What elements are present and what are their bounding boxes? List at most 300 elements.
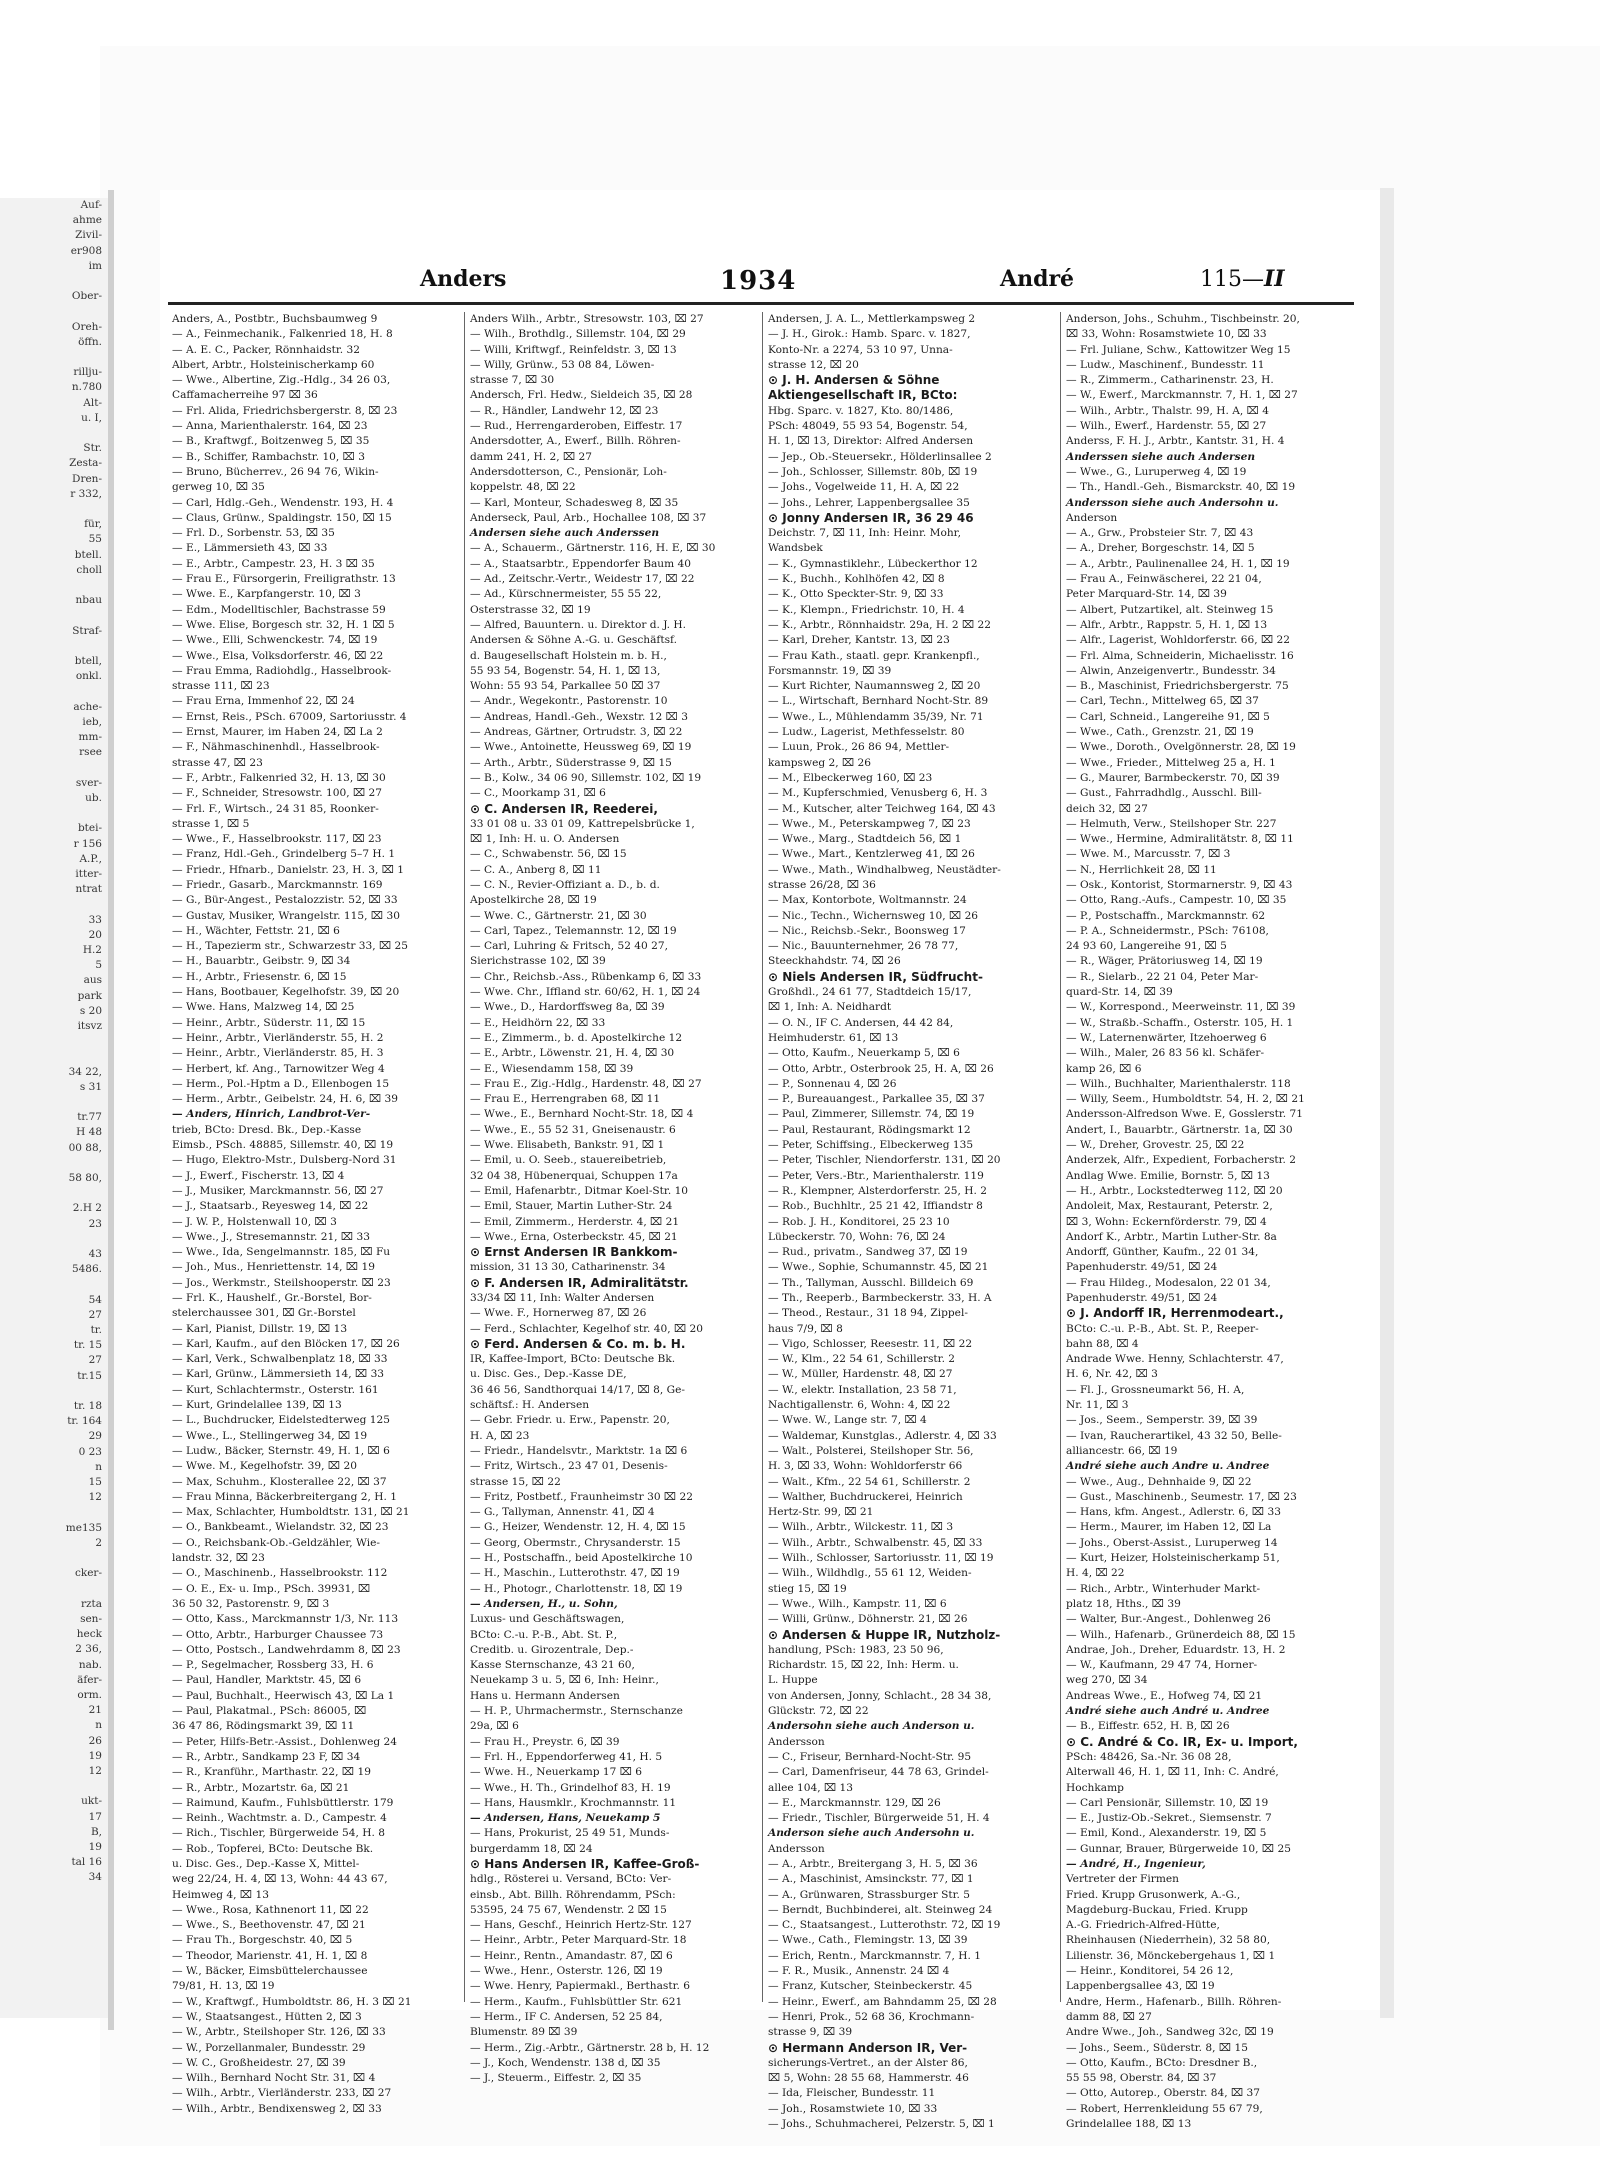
directory-entry: — Heinr., Arbtr., Vierländerstr. 85, H. 3 <box>172 1047 384 1060</box>
header-year: 1934 <box>720 266 797 296</box>
left-page-fragment: 29 <box>88 1430 102 1443</box>
directory-entry: einsb., Abt. Billh. Röhrendamm, PSch: <box>470 1888 676 1901</box>
directory-entry: — Herm., Kaufm., Fuhlsbüttler Str. 621 <box>470 1995 683 2008</box>
directory-entry: — F. R., Musik., Annenstr. 24 ⌧ 4 <box>768 1965 950 1978</box>
directory-entry: — Fritz, Wirtsch., 23 47 01, Desenis- <box>470 1460 668 1473</box>
left-page-fragment: heck <box>76 1628 102 1641</box>
directory-entry: — Karl, Pianist, Dillstr. 19, ⌧ 13 <box>172 1322 348 1335</box>
left-page-fragment: 26 <box>88 1734 102 1747</box>
directory-entry: — A., Grünwaren, Strassburger Str. 5 <box>768 1888 970 1901</box>
left-page-fragment: tr. 18 <box>73 1400 102 1413</box>
column-3 <box>768 312 1054 2131</box>
directory-entry: strasse 12, ⌧ 20 <box>768 358 859 371</box>
directory-entry: — Wilh., Arbtr., Thalstr. 99, H. A, ⌧ 4 <box>1066 404 1269 417</box>
directory-entry: Andre, Herm., Hafenarb., Billh. Röhren- <box>1066 1995 1282 2008</box>
directory-entry: — P., Segelmacher, Rossberg 33, H. 6 <box>172 1659 374 1672</box>
directory-entry: — Paul, Plakatmal., PSch: 86005, ⌧ <box>172 1705 367 1718</box>
directory-entry: haus 7/9, ⌧ 8 <box>768 1322 843 1335</box>
left-page-fragment <box>0 350 108 365</box>
directory-entry: — Wwe. Chr., Iffland str. 60/62, H. 1, ⌧ 24 <box>470 986 701 999</box>
directory-entry: PSch: 48049, 55 93 54, Bogenstr. 54, <box>768 420 968 433</box>
left-page-fragment: B, <box>90 1825 102 1838</box>
directory-entry: — Kurt Richter, Naumannsweg 2, ⌧ 20 <box>768 680 981 693</box>
section-heading: André siehe auch André u. Andree <box>1066 1705 1270 1718</box>
directory-entry: — Wwe. E., Karpfangerstr. 10, ⌧ 3 <box>172 588 361 601</box>
directory-entry: — Herm., Arbtr., Geibelstr. 24, H. 6, ⌧ 39 <box>172 1093 399 1106</box>
directory-entry: — Rud., privatm., Sandweg 37, ⌧ 19 <box>768 1246 968 1259</box>
directory-entry: Kasse Sternschanze, 43 21 60, <box>470 1659 635 1672</box>
left-page-fragment <box>0 1232 108 1247</box>
left-page-fragment: 5 <box>95 959 102 972</box>
left-page-fragment: n.780 <box>71 381 102 394</box>
directory-entry: Andorff, Günther, Kaufm., 22 01 34, <box>1066 1246 1259 1259</box>
directory-entry: — Karl, Kaufm., auf den Blöcken 17, ⌧ 26 <box>172 1337 400 1350</box>
directory-entry: — Wilh., Hafenarb., Grünerdeich 88, ⌧ 15 <box>1066 1628 1296 1641</box>
directory-entry: — P., Postschaffn., Marckmannstr. 62 <box>1066 909 1266 922</box>
directory-entry: — Emil, Stauer, Martin Luther-Str. 24 <box>470 1200 673 1213</box>
left-page-fragment: Alt- <box>83 396 102 409</box>
directory-entry: — Karl, Monteur, Schadesweg 8, ⌧ 35 <box>470 496 679 509</box>
directory-entry: 55 55 98, Oberstr. 84, ⌧ 37 <box>1066 2072 1217 2085</box>
directory-entry: Anderson, Johs., Schuhm., Tischbeinstr. 20, <box>1066 313 1300 325</box>
column-divider <box>1060 312 1061 2002</box>
directory-entry: Andre Wwe., Joh., Sandweg 32c, ⌧ 19 <box>1066 2026 1274 2039</box>
directory-entry: — Ludw., Lagerist, Methfesselstr. 80 <box>768 726 965 739</box>
directory-entry: 36 46 56, Sandthorquai 14/17, ⌧ 8, Ge- <box>470 1383 685 1396</box>
directory-entry: — Karl, Verk., Schwalbenplatz 18, ⌧ 33 <box>172 1353 388 1366</box>
left-page-fragment: sver- <box>75 776 102 789</box>
directory-entry: ⌧ 5, Wohn: 28 55 68, Hammerstr. 46 <box>768 2072 969 2085</box>
directory-entry: — Wwe., Cath., Flemingstr. 13, ⌧ 39 <box>768 1934 968 1947</box>
directory-entry: — Alwin, Anzeigenvertr., Bundesstr. 34 <box>1066 664 1276 677</box>
directory-entry: — Heinr., Arbtr., Peter Marquard-Str. 18 <box>470 1934 687 1947</box>
directory-entry: ⌧ 3, Wohn: Eckernförderstr. 79, ⌧ 4 <box>1066 1215 1267 1228</box>
directory-entry: — O. N., IF C. Andersen, 44 42 84, <box>768 1016 954 1029</box>
directory-entry: — Claus, Grünw., Spaldingstr. 150, ⌧ 15 <box>172 511 392 524</box>
directory-entry: — W., Laternenwärter, Itzehoerweg 6 <box>1066 1031 1267 1044</box>
directory-entry: — C., Schwabenstr. 56, ⌧ 15 <box>470 848 627 861</box>
directory-entry: — Wwe. H., Neuerkamp 17 ⌧ 6 <box>470 1766 643 1779</box>
directory-entry: — Heinr., Rentn., Amandastr. 87, ⌧ 6 <box>470 1949 673 1962</box>
directory-entry: H. 3, ⌧ 33, Wohn: Wohldorferstr 66 <box>768 1460 963 1473</box>
directory-entry: PSch: 48426, Sa.-Nr. 36 08 28, <box>1066 1750 1232 1763</box>
left-page-fragment: nbau <box>75 594 102 607</box>
directory-entry: — Max, Schuhm., Klosterallee 22, ⌧ 37 <box>172 1475 387 1488</box>
left-page-fragment <box>0 1901 108 1916</box>
directory-entry: — Emil, Zimmerm., Herderstr. 4, ⌧ 21 <box>470 1215 680 1228</box>
directory-entry: — H., Bauarbtr., Geibstr. 9, ⌧ 34 <box>172 955 351 968</box>
left-page-fragment <box>0 1779 108 1794</box>
directory-entry: — Hans, Geschf., Heinrich Hertz-Str. 127 <box>470 1919 692 1932</box>
directory-entry: — Max, Schlachter, Humboldtstr. 131, ⌧ 21 <box>172 1506 410 1519</box>
directory-entry: Albert, Arbtr., Holsteinischerkamp 60 <box>172 358 375 371</box>
directory-entry: Andreas Wwe., E., Hofweg 74, ⌧ 21 <box>1066 1689 1263 1702</box>
directory-entry: — Johs., Seem., Süderstr. 8, ⌧ 15 <box>1066 2041 1248 2054</box>
directory-entry: — Friedr., Hfnarb., Danielstr. 23, H. 3, ⌧ 1 <box>172 863 405 876</box>
directory-entry: — Gustav, Musiker, Wrangelstr. 115, ⌧ 30 <box>172 909 400 922</box>
directory-entry: — Wwe., Math., Windhalbweg, Neustädter- <box>768 863 1001 876</box>
firm-entry: ⊙ F. Andersen IR, Admiralitätstr. <box>470 1275 689 1290</box>
directory-entry: — Johs., Vogelweide 11, H. A, ⌧ 22 <box>768 481 960 494</box>
directory-entry: — Frl. Alma, Schneiderin, Michaelisstr. 16 <box>1066 649 1294 662</box>
directory-entry: strasse 1, ⌧ 5 <box>172 817 250 830</box>
firm-entry: ⊙ J. H. Andersen & Söhne <box>768 373 940 388</box>
left-page-fragment: H 48 <box>76 1126 102 1139</box>
left-page-fragment: 27 <box>88 1308 102 1321</box>
directory-entry: — F., Schneider, Stresowstr. 100, ⌧ 27 <box>172 787 383 800</box>
directory-entry: — Wwe., H. Th., Grindelhof 83, H. 19 <box>470 1781 671 1794</box>
directory-entry: — Nic., Bauunternehmer, 26 78 77, <box>768 940 959 953</box>
directory-entry: Lübeckerstr. 70, Wohn: 76, ⌧ 24 <box>768 1230 946 1243</box>
left-page-fragment <box>0 1049 108 1064</box>
directory-entry: Vertreter der Firmen <box>1066 1873 1179 1886</box>
directory-entry: — Hans, kfm. Angest., Adlerstr. 6, ⌧ 33 <box>1066 1506 1281 1519</box>
directory-entry: — L., Wirtschaft, Bernhard Nocht-Str. 89 <box>768 695 989 708</box>
directory-entry: Glückstr. 72, ⌧ 22 <box>768 1705 869 1718</box>
left-page-fragment: 00 88, <box>68 1141 102 1154</box>
left-page-fragment: er908 <box>70 244 102 257</box>
directory-entry: handlung, PSch: 1983, 23 50 96, <box>768 1643 944 1656</box>
directory-entry: — Ludw., Bäcker, Sternstr. 49, H. 1, ⌧ 6 <box>172 1444 390 1457</box>
directory-entry: Hochkamp <box>1066 1781 1124 1794</box>
left-page-fragment: u. I, <box>81 411 102 424</box>
directory-entry: — Wwe., L., Stellingerweg 34, ⌧ 19 <box>172 1429 368 1442</box>
firm-entry: ⊙ Niels Andersen IR, Südfrucht- <box>768 969 983 984</box>
directory-entry: — E., Arbtr., Löwenstr. 21, H. 4, ⌧ 30 <box>470 1047 675 1060</box>
directory-entry: Wandsbek <box>768 542 823 555</box>
directory-entry: — Carl, Hdlg.-Geh., Wendenstr. 193, H. 4 <box>172 496 394 509</box>
firm-entry: ⊙ C. André & Co. IR, Ex- u. Import, <box>1066 1734 1298 1749</box>
directory-entry: — P., Bureauangest., Parkallee 35, ⌧ 37 <box>768 1093 985 1106</box>
directory-entry: — Ivan, Raucherartikel, 43 32 50, Belle- <box>1066 1429 1282 1442</box>
directory-entry: — Wwe., Frieder., Mittelweg 25 a, H. 1 <box>1066 756 1276 769</box>
left-page-fragment: 5486. <box>71 1263 102 1276</box>
directory-entry: — Walther, Buchdruckerei, Heinrich <box>768 1490 963 1503</box>
directory-entry: — Wwe., Antoinette, Heussweg 69, ⌧ 19 <box>470 741 692 754</box>
directory-entry: — Rich., Tischler, Bürgerweide 54, H. 8 <box>172 1827 385 1840</box>
firm-entry: ⊙ Hermann Anderson IR, Ver- <box>768 2040 968 2055</box>
directory-entry: — Kurt, Grindelallee 139, ⌧ 13 <box>172 1399 342 1412</box>
directory-entry: — C. A., Anberg 8, ⌧ 11 <box>470 863 602 876</box>
directory-entry: Andoleit, Max, Restaurant, Peterstr. 2, <box>1066 1200 1273 1213</box>
directory-entry: — Otto, Kaufm., Neuerkamp 5, ⌧ 6 <box>768 1047 960 1060</box>
directory-entry: Anderson <box>1066 511 1118 524</box>
directory-entry: — Paul, Buchhalt., Heerwisch 43, ⌧ La 1 <box>172 1689 395 1702</box>
directory-entry: — Wwe., Elli, Schwenckestr. 74, ⌧ 19 <box>172 634 378 647</box>
directory-entry: — Franz, Kutscher, Steinbeckerstr. 45 <box>768 1980 973 1993</box>
directory-entry: — W., Bäcker, Eimsbüttelerchaussee <box>172 1965 368 1978</box>
directory-entry: — Wwe., E., Bernhard Nocht-Str. 18, ⌧ 4 <box>470 1108 694 1121</box>
section-heading: André siehe auch Andre u. Andree <box>1066 1460 1270 1473</box>
directory-entry: A.-G. Friedrich-Alfred-Hütte, <box>1066 1919 1220 1932</box>
left-page-fragment: öffn. <box>78 335 102 348</box>
directory-entry: Forsmannstr. 19, ⌧ 39 <box>768 664 892 677</box>
directory-entry: — Wwe., Doroth., Ovelgönnerstr. 28, ⌧ 19 <box>1066 741 1296 754</box>
directory-entry: 55 93 54, Bogenstr. 54, H. 1, ⌧ 13, <box>470 664 661 677</box>
directory-entry: — Heinr., Arbtr., Süderstr. 11, ⌧ 15 <box>172 1016 366 1029</box>
directory-entry: 79/81, H. 13, ⌧ 19 <box>172 1980 275 1993</box>
directory-entry: Magdeburg-Buckau, Fried. Krupp <box>1066 1903 1248 1916</box>
directory-entry: H. A, ⌧ 23 <box>470 1429 530 1442</box>
directory-entry: — Joh., Mus., Henriettenstr. 14, ⌧ 19 <box>172 1261 375 1274</box>
right-page-edge <box>1380 188 1394 2018</box>
directory-entry: — M., Kutscher, alter Teichweg 164, ⌧ 43 <box>768 802 996 815</box>
directory-entry: — A., Maschinist, Amsinckstr. 77, ⌧ 1 <box>768 1873 974 1886</box>
directory-entry: — Ernst, Maurer, im Haben 24, ⌧ La 2 <box>172 726 383 739</box>
directory-entry: — Carl Pensionär, Sillemstr. 10, ⌧ 19 <box>1066 1796 1269 1809</box>
directory-entry: — Wwe., Elsa, Volksdorferstr. 46, ⌧ 22 <box>172 649 384 662</box>
directory-entry: — J. H., Girok.: Hamb. Sparc. v. 1827, <box>768 328 971 341</box>
directory-entry: — Rud., Herrengarderoben, Eiffestr. 17 <box>470 420 683 433</box>
directory-entry: Andrae, Joh., Dreher, Eduardstr. 13, H. 2 <box>1066 1643 1286 1656</box>
left-page-fragment <box>0 1916 108 1931</box>
directory-entry: — Otto, Postsch., Landwehrdamm 8, ⌧ 23 <box>172 1643 401 1656</box>
directory-entry: Andorf K., Arbtr., Martin Luther-Str. 8a <box>1066 1230 1277 1243</box>
directory-entry: — Wilh., Schlosser, Sartoriusstr. 11, ⌧ 19 <box>768 1552 994 1565</box>
directory-entry: — Paul, Restaurant, Rödingsmarkt 12 <box>768 1123 971 1136</box>
directory-entry: — Wwe. M., Kegelhofstr. 39, ⌧ 20 <box>172 1460 357 1473</box>
directory-entry: BCto: C.-u. P.-B., Abt. St. P., Reeper- <box>1066 1322 1259 1335</box>
left-page-fragment: 55 <box>88 533 102 546</box>
directory-entry: — Friedr., Tischler, Bürgerweide 51, H. 4 <box>768 1812 990 1825</box>
directory-entry: — Peter, Hilfs-Betr.-Assist., Dohlenweg 24 <box>172 1735 398 1748</box>
directory-entry: — O., Bankbeamt., Wielandstr. 32, ⌧ 23 <box>172 1521 389 1534</box>
directory-entry: Deichstr. 7, ⌧ 11, Inh: Heinr. Mohr, <box>768 527 961 540</box>
left-page-fragment: me135 <box>65 1521 102 1534</box>
directory-entry: — G., Maurer, Barmbeckerstr. 70, ⌧ 39 <box>1066 771 1280 784</box>
directory-entry: 33 01 08 u. 33 01 09, Kattrepelsbrücke 1, <box>470 817 695 830</box>
directory-entry: — Georg, Obermstr., Chrysanderstr. 15 <box>470 1536 681 1549</box>
directory-entry: Andersch, Frl. Hedw., Sieldeich 35, ⌧ 28 <box>470 389 693 402</box>
left-page-fragment <box>0 806 108 821</box>
left-page-fragment: btell, <box>74 655 102 668</box>
directory-entry: — B., Schiffer, Rambachstr. 10, ⌧ 3 <box>172 450 365 463</box>
directory-entry: — Wilh., Arbtr., Vierländerstr. 233, ⌧ 27 <box>172 2087 392 2100</box>
left-page-fragment: tr.15 <box>77 1369 102 1382</box>
directory-entry: — F., Nähmaschinenhdl., Hasselbrook- <box>172 741 380 754</box>
directory-entry: Anderss, F. H. J., Arbtr., Kantstr. 31, H. 4 <box>1066 435 1285 448</box>
directory-entry: Papenhuderstr. 49/51, ⌧ 24 <box>1066 1292 1218 1304</box>
section-heading: — Anders, Hinrich, Landbrot-Ver- <box>172 1108 371 1121</box>
left-page-fragment: 20 <box>88 928 102 941</box>
directory-entry: — Gust., Fahrradhdlg., Ausschl. Bill- <box>1066 787 1262 800</box>
section-heading: — Andersen, H., u. Sohn, <box>470 1597 618 1610</box>
directory-entry: Blumenstr. 89 ⌧ 39 <box>470 2026 578 2039</box>
directory-entry: — Wwe., S., Beethovenstr. 47, ⌧ 21 <box>172 1919 366 1932</box>
directory-entry: Andlag Wwe. Emilie, Bornstr. 5, ⌧ 13 <box>1066 1169 1270 1182</box>
directory-entry: — Frl. H., Eppendorferweg 41, H. 5 <box>470 1750 663 1763</box>
left-page-fragment: itsvz <box>77 1019 102 1032</box>
directory-entry: — A., Feinmechanik., Falkenried 18, H. 8 <box>172 328 393 341</box>
directory-entry: Apostelkirche 28, ⌧ 19 <box>470 894 597 907</box>
firm-entry: ⊙ Ferd. Andersen & Co. m. b. H. <box>470 1336 686 1351</box>
directory-entry: — Helmuth, Verw., Steilshoper Str. 227 <box>1066 817 1277 830</box>
left-page-fragment: n <box>95 1719 102 1732</box>
left-page-fragment: ntrat <box>75 883 102 896</box>
directory-entry: — Frl. F., Wirtsch., 24 31 85, Roonker- <box>172 802 379 815</box>
directory-entry: — Frau E., Herrengraben 68, ⌧ 11 <box>470 1093 661 1106</box>
directory-entry: — Kurt, Heizer, Holsteinischerkamp 51, <box>1066 1552 1280 1565</box>
left-page-fragment: ache- <box>73 700 102 713</box>
directory-entry: — Peter, Schiffsing., Elbeckerweg 135 <box>768 1139 974 1152</box>
directory-entry: weg 22/24, H. 4, ⌧ 13, Wohn: 44 43 67, <box>172 1873 388 1886</box>
directory-entry: — Johs., Oberst-Assist., Luruperweg 14 <box>1066 1536 1278 1549</box>
left-page-fragment: 34 <box>88 1871 102 1884</box>
directory-entry: Andersen, J. A. L., Mettlerkampsweg 2 <box>768 313 976 325</box>
directory-entry: damm 241, H. 2, ⌧ 27 <box>470 450 593 463</box>
directory-entry: Hans u. Hermann Andersen <box>470 1689 620 1702</box>
directory-entry: — E., Justiz-Ob.-Sekret., Siemsenstr. 7 <box>1066 1812 1272 1825</box>
directory-entry: — Wwe., Aug., Dehnhaide 9, ⌧ 22 <box>1066 1475 1252 1488</box>
directory-entry: Sierichstrasse 102, ⌧ 39 <box>470 955 606 968</box>
directory-entry: — Wilh., Arbtr., Schwalbenstr. 45, ⌧ 33 <box>768 1536 983 1549</box>
left-page-fragment: äfer- <box>77 1673 102 1686</box>
directory-entry: — H., Tapezierm str., Schwarzestr 33, ⌧ 25 <box>172 940 409 953</box>
directory-entry: — P. A., Schneidermstr., PSch: 76108, <box>1066 924 1269 937</box>
directory-entry: — Th., Tallyman, Ausschl. Billdeich 69 <box>768 1276 974 1289</box>
directory-entry: Peter Marquard-Str. 14, ⌧ 39 <box>1066 588 1227 601</box>
directory-entry: u. Disc. Ges., Dep.-Kasse X, Mittel- <box>172 1857 360 1870</box>
directory-entry: — Wwe., M., Peterskampweg 7, ⌧ 23 <box>768 817 971 830</box>
directory-entry: schäftsf.: H. Andersen <box>470 1399 590 1412</box>
directory-entry: — Raimund, Kaufm., Fuhlsbüttlerstr. 179 <box>172 1796 394 1809</box>
directory-entry: kampsweg 2, ⌧ 26 <box>768 756 872 769</box>
directory-entry: — Friedr., Gasarb., Marckmannstr. 169 <box>172 878 383 891</box>
directory-entry: — Wwe., Hermine, Admiralitätstr. 8, ⌧ 11 <box>1066 833 1294 846</box>
directory-entry: — W., Klm., 22 54 61, Schillerstr. 2 <box>768 1353 956 1366</box>
directory-entry: 36 47 86, Rödingsmarkt 39, ⌧ 11 <box>172 1720 355 1733</box>
directory-entry: — Karl, Dreher, Kantstr. 13, ⌧ 23 <box>768 634 950 647</box>
left-page-fragment <box>0 1505 108 1520</box>
directory-entry: — Fritz, Postbetf., Fraunheimstr 30 ⌧ 22 <box>470 1490 693 1503</box>
left-page-fragment: ub. <box>85 791 102 804</box>
left-page-fragment: mm- <box>78 731 102 744</box>
directory-entry: — Th., Handl.-Geh., Bismarckstr. 40, ⌧ 19 <box>1066 481 1296 494</box>
left-page-fragment: für, <box>84 518 102 531</box>
directory-entry: bahn 88, ⌧ 4 <box>1066 1337 1139 1350</box>
directory-entry: — Carl, Tapez., Telemannstr. 12, ⌧ 19 <box>470 924 677 937</box>
directory-entry: Caffamacherreihe 97 ⌧ 36 <box>172 389 318 402</box>
directory-entry: — E., Marckmannstr. 129, ⌧ 26 <box>768 1796 941 1809</box>
directory-entry: — H., Wächter, Fettstr. 21, ⌧ 6 <box>172 924 340 937</box>
directory-entry: — Walter, Bur.-Angest., Dohlenweg 26 <box>1066 1613 1271 1626</box>
directory-entry: d. Baugesellschaft Holstein m. b. H., <box>470 649 667 662</box>
directory-entry: — H. P., Uhrmachermstr., Sternschanze <box>470 1705 683 1718</box>
header-rule <box>168 302 1354 305</box>
directory-entry: — Otto, Kass., Marckmannstr 1/3, Nr. 113 <box>172 1613 399 1626</box>
directory-entry: — W. C., Großheidestr. 27, ⌧ 39 <box>172 2056 346 2069</box>
directory-entry: Anderzek, Alfr., Expedient, Forbacherstr. 2 <box>1066 1154 1297 1167</box>
directory-entry: — P., Sonnenau 4, ⌧ 26 <box>768 1077 897 1090</box>
directory-entry: Luxus- und Geschäftswagen, <box>470 1613 625 1626</box>
directory-entry: — Frau A., Feinwäscherei, 22 21 04, <box>1066 573 1262 586</box>
directory-entry: — Osk., Kontorist, Stormarnerstr. 9, ⌧ 43 <box>1066 878 1293 891</box>
directory-entry: — Fl. J., Grossneumarkt 56, H. A, <box>1066 1383 1245 1396</box>
left-page-fragment <box>0 1931 108 1946</box>
directory-entry: — A., Grw., Probsteier Str. 7, ⌧ 43 <box>1066 527 1254 540</box>
left-page-fragment: 2.H 2 <box>72 1202 102 1215</box>
directory-entry: Steeckhahdstr. 74, ⌧ 26 <box>768 955 901 968</box>
directory-entry: — Wwe., Mart., Kentzlerweg 41, ⌧ 26 <box>768 848 975 861</box>
directory-entry: Andersson-Alfredson Wwe. E, Gosslerstr. 71 <box>1066 1108 1303 1121</box>
directory-entry: — Rich., Arbtr., Winterhuder Markt- <box>1066 1582 1261 1595</box>
left-page-fragment: Zesta- <box>69 457 102 470</box>
directory-entry: — Hugo, Elektro-Mstr., Dulsberg-Nord 31 <box>172 1154 397 1167</box>
left-page-fragment <box>0 304 108 319</box>
directory-entry: — W., Dreher, Grovestr. 25, ⌧ 22 <box>1066 1139 1245 1152</box>
directory-entry: u. Disc. Ges., Dep.-Kasse DE, <box>470 1368 627 1381</box>
left-page-fragment: n <box>95 1460 102 1473</box>
directory-entry: — C., Friseur, Bernhard-Nocht-Str. 95 <box>768 1750 972 1763</box>
directory-entry: — K., Otto Speckter-Str. 9, ⌧ 33 <box>768 588 944 601</box>
directory-entry: — Wwe., Sophie, Schumannstr. 45, ⌧ 21 <box>768 1261 989 1274</box>
directory-entry: — R., Händler, Landwehr 12, ⌧ 23 <box>470 404 659 417</box>
column-1 <box>172 312 458 2115</box>
directory-entry: — Wilh., Arbtr., Bendixensweg 2, ⌧ 33 <box>172 2102 382 2115</box>
column-2 <box>470 312 756 2085</box>
directory-entry: — Alfr., Lagerist, Wohldorferstr. 66, ⌧ 22 <box>1066 634 1291 647</box>
directory-entry: — Wwe., J., Stresemannstr. 21, ⌧ 33 <box>172 1230 370 1243</box>
directory-entry: Hbg. Sparc. v. 1827, Kto. 80/1486, <box>768 404 954 417</box>
directory-entry: — Gust., Maschinenb., Seumestr. 17, ⌧ 23 <box>1066 1490 1297 1503</box>
page-header <box>170 266 1350 306</box>
directory-entry: — Wwe., Henr., Osterstr. 126, ⌧ 19 <box>470 1965 663 1978</box>
directory-entry: quard-Str. 14, ⌧ 39 <box>1066 986 1173 999</box>
directory-entry: — W., Korrespond., Meerweinstr. 11, ⌧ 39 <box>1066 1001 1296 1014</box>
directory-entry: Andrade Wwe. Henny, Schlachterstr. 47, <box>1066 1353 1284 1366</box>
directory-entry: — W., Arbtr., Steilshoper Str. 126, ⌧ 33 <box>172 2026 386 2039</box>
left-page-fragment: ahme <box>72 214 102 227</box>
section-heading: Andersohn siehe auch Anderson u. <box>768 1720 975 1733</box>
directory-entry: — Carl, Schneid., Langereihe 91, ⌧ 5 <box>1066 710 1270 723</box>
directory-entry: landstr. 32, ⌧ 23 <box>172 1552 265 1565</box>
directory-entry: 33/34 ⌧ 11, Inh: Walter Andersen <box>470 1292 655 1304</box>
left-page-fragment: 23 <box>88 1217 102 1230</box>
left-page-fragment <box>0 1384 108 1399</box>
page-number-suffix: II <box>1264 266 1285 292</box>
directory-entry: — C. N., Revier-Offiziant a. D., b. d. <box>470 878 660 891</box>
directory-entry: — Paul, Handler, Marktstr. 45, ⌧ 6 <box>172 1674 362 1687</box>
directory-entry: — Wwe. Henry, Papiermakl., Berthastr. 6 <box>470 1980 690 1993</box>
directory-entry: — Wwe. Elisabeth, Bankstr. 91, ⌧ 1 <box>470 1139 665 1152</box>
directory-entry: — E., Zimmerm., b. d. Apostelkirche 12 <box>470 1031 683 1044</box>
directory-entry: — Wilh., Maler, 26 83 56 kl. Schäfer- <box>1066 1047 1265 1060</box>
directory-entry: — A., Arbtr., Breitergang 3, H. 5, ⌧ 36 <box>768 1857 978 1870</box>
left-page-fragment: A.P., <box>79 852 102 865</box>
directory-entry: Andersson <box>768 1735 825 1748</box>
directory-entry: Andersson <box>768 1842 825 1855</box>
left-page-fragment: 27 <box>88 1354 102 1367</box>
directory-entry: — Wwe. W., Lange str. 7, ⌧ 4 <box>768 1414 927 1427</box>
directory-entry: ⌧ 1, Inh: A. Neidhardt <box>768 1001 892 1014</box>
directory-entry: — Frau Kath., staatl. gepr. Krankenpfl., <box>768 649 980 662</box>
directory-entry: — Wwe., Rosa, Kathnenort 11, ⌧ 22 <box>172 1903 369 1916</box>
directory-entry: — C., Staatsangest., Lutterothstr. 72, ⌧ 19 <box>768 1919 1001 1932</box>
left-page-fragment: Ober- <box>71 290 102 303</box>
directory-entry: — M., Kupferschmied, Venusberg 6, H. 3 <box>768 787 988 800</box>
directory-entry: — W., Kaufmann, 29 47 74, Horner- <box>1066 1659 1258 1672</box>
left-page-fragment <box>0 1886 108 1901</box>
left-page-fragment: 12 <box>88 1491 102 1504</box>
directory-entry: — Frau Minna, Bäckerbreitergang 2, H. 1 <box>172 1490 397 1503</box>
directory-entry: — Theodor, Marienstr. 41, H. 1, ⌧ 8 <box>172 1949 368 1962</box>
directory-entry: — Heinr., Arbtr., Vierländerstr. 55, H. 2 <box>172 1031 384 1044</box>
directory-entry: 53595, 24 75 67, Wendenstr. 2 ⌧ 15 <box>470 1903 667 1916</box>
directory-entry: 32 04 38, Hübenerquai, Schuppen 17a <box>470 1169 678 1182</box>
directory-entry: — Th., Reeperb., Barmbeckerstr. 33, H. A <box>768 1292 992 1304</box>
directory-entry: — R., Kranführ., Marthastr. 22, ⌧ 19 <box>172 1766 371 1779</box>
directory-entry: — Otto, Autorep., Oberstr. 84, ⌧ 37 <box>1066 2087 1260 2100</box>
